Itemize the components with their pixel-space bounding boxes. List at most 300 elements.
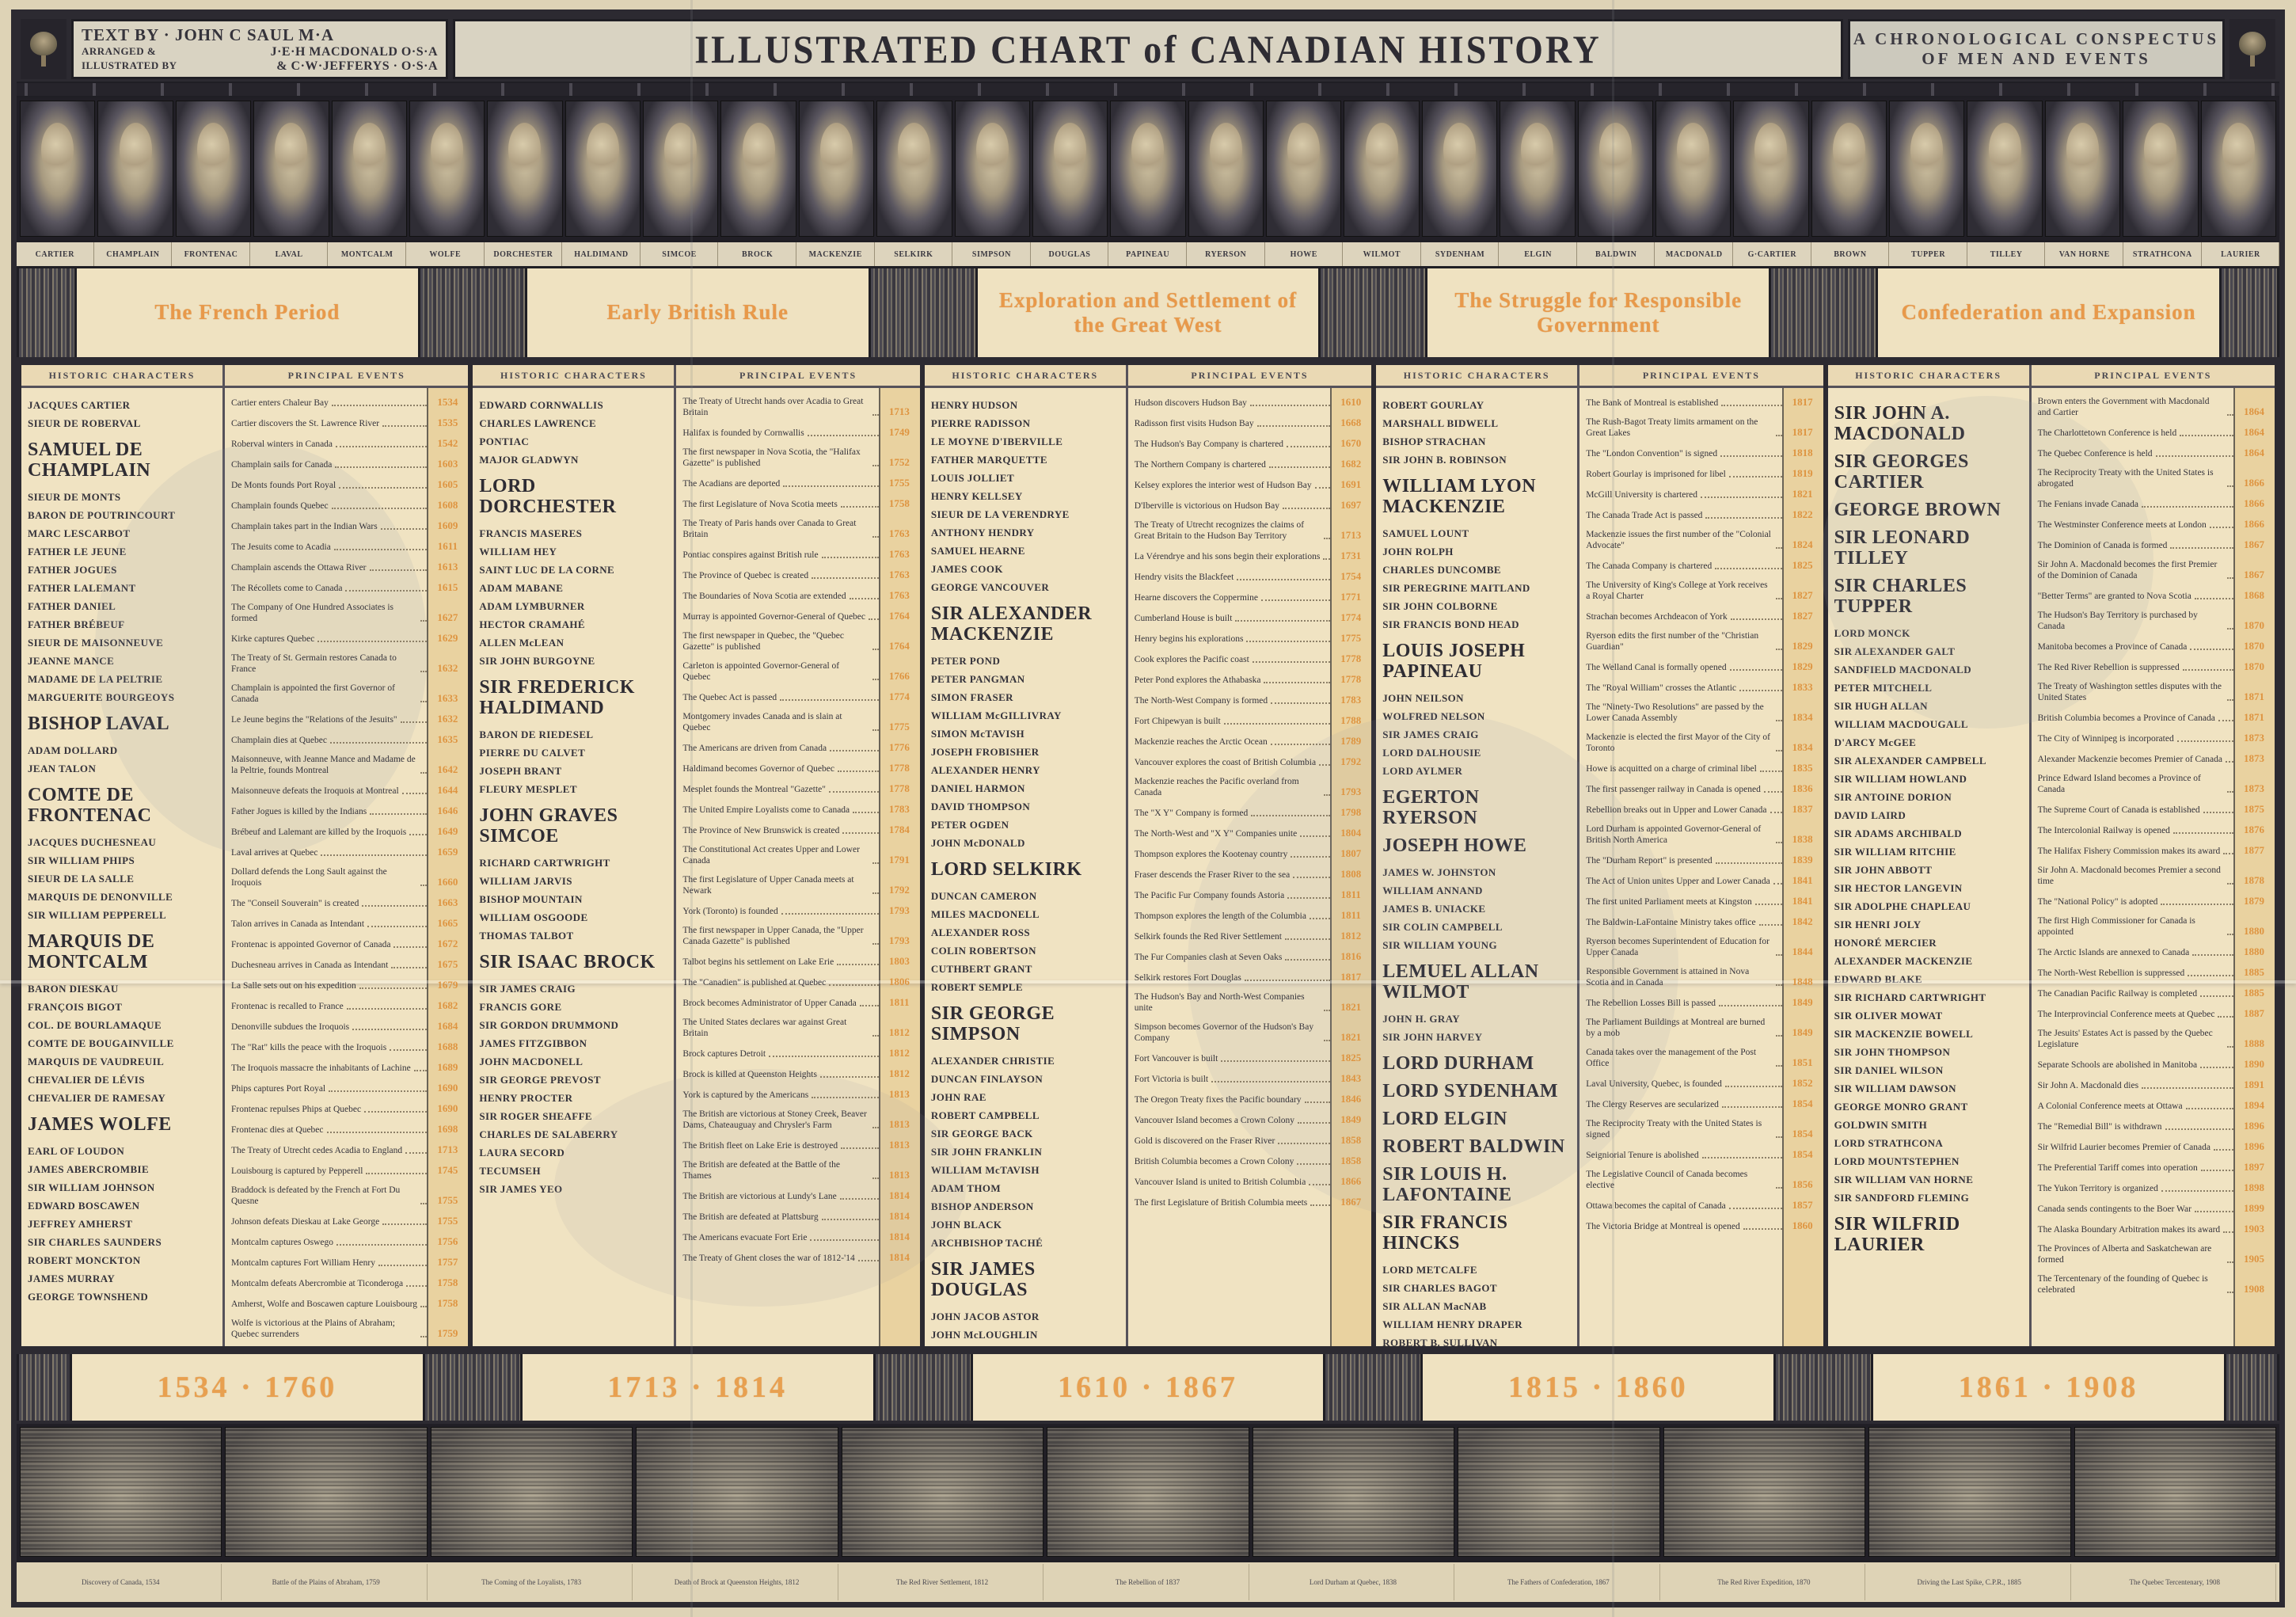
event-row [682,497,916,510]
event-row [1586,732,1819,754]
portrait-engraving [2045,101,2120,237]
event-date: 1858 [1340,1134,1362,1146]
historic-character-name: ADAM DOLLARD [28,744,118,756]
historic-character-name: MARQUIS DE DENONVILLE [28,891,173,903]
scene-caption: Death of Brock at Queenston Heights, 1812 [636,1564,838,1600]
dot-leader [1251,815,1330,816]
event-date: 1824 [1792,538,1813,550]
historic-character-name: WILLIAM McTAVISH [930,1164,1040,1176]
date-range-text: 1610 · 1867 [1058,1371,1238,1404]
portrait-name: CARTIER [17,242,94,266]
event-text: The Iroquois massacre the inhabitants of Lachine [230,1063,411,1073]
portrait-engraving [1733,101,1808,237]
dot-leader [345,590,427,592]
history-column [21,365,468,1346]
event-row [1586,396,1819,409]
portrait-engraving [1422,101,1497,237]
historic-character-name: BISHOP LAVAL [28,713,170,734]
dot-leader [2227,485,2233,487]
scene-engraving [1663,1427,1865,1557]
period-panel [527,268,869,357]
portrait-engraving [253,101,329,237]
dot-leader [2186,1108,2233,1109]
event-text: Phips captures Port Royal [230,1084,326,1094]
dot-leader [2214,1149,2233,1151]
event-row [682,396,916,418]
event-text: The North-West Rebellion is suppressed [2037,968,2185,978]
dot-leader [872,1178,879,1179]
event-text: Haldimand becomes Governor of Quebec [682,764,834,774]
historic-character-name: LORD DORCHESTER [479,476,617,517]
historic-character-name: SIR JOHN HARVEY [1382,1031,1483,1043]
event-row [682,610,916,622]
historic-character-name: SIR CHARLES SAUNDERS [28,1236,162,1248]
historic-character-name: FLEURY MESPLET [479,783,577,795]
portrait-engraving [799,101,874,237]
event-date: 1778 [888,782,910,794]
event-text: Robert Gourlay is imprisoned for libel [1586,470,1726,479]
portrait-engraving [1889,101,1964,237]
event-text: A Colonial Conference meets at Ottawa [2037,1101,2183,1111]
event-text: The "London Convention" is signed [1586,449,1718,458]
dot-leader [381,528,428,530]
date-range-panel [523,1354,873,1421]
event-date: 1896 [2244,1140,2265,1152]
event-date: 1811 [889,996,910,1008]
event-row [231,540,465,553]
historic-character-name: PONTIAC [479,436,530,447]
event-date: 1755 [888,477,910,489]
scene-engraving [636,1427,838,1557]
event-date: 1754 [1340,570,1362,582]
event-row [1586,467,1819,480]
events-subcolumn [2032,365,2275,1346]
portrait-name: LAURIER [2203,242,2280,266]
dot-leader [321,854,427,856]
event-date: 1829 [1792,640,1813,652]
event-text: Dollard defends the Long Sault against the Iroquois [230,867,387,888]
event-row [2038,447,2271,459]
event-date: 1812 [888,1047,910,1059]
historic-character-name: WILLIAM MACDOUGALL [1834,718,1968,730]
event-text: Montcalm captures Fort William Henry [230,1258,375,1268]
historic-character-name: JAMES W. JOHNSTON [1382,866,1496,878]
period-panel [77,268,418,357]
event-row [682,548,916,561]
scene-caption: The Red River Settlement, 1812 [842,1564,1043,1600]
event-date: 1660 [437,876,458,888]
historic-character-name: SIR FRANCIS HINCKS [1382,1212,1508,1254]
event-row [2038,681,2271,703]
event-text: Lord Durham is appointed Governor-General of British North America [1586,824,1762,845]
event-row [1586,580,1819,602]
event-text: The Preferential Tariff comes into operation [2037,1163,2198,1173]
event-text: Denonville subdues the Iroquois [230,1022,350,1032]
date-range-panel [72,1354,423,1421]
historic-character-name: SIR JOHN BURGOYNE [479,655,595,667]
event-text: The Halifax Fishery Commission makes its award [2037,847,2221,856]
dot-leader [1730,669,1782,671]
event-row [682,1047,916,1060]
event-row [2038,589,2271,602]
event-text: The Jesuits' Estates Act is passed by the Quebec Legislature [2037,1029,2213,1049]
portrait-engraving [876,101,952,237]
event-row [2038,945,2271,958]
event-text: Sir John A. Macdonald becomes Premier a second time [2037,866,2221,886]
event-date: 1841 [1792,874,1813,886]
historic-character-name: HENRY KELLSEY [930,490,1023,502]
event-row [2038,1243,2271,1265]
event-row [2038,915,2271,938]
event-date: 1839 [1792,854,1813,866]
period-engraving [869,268,978,357]
event-date: 1814 [888,1251,910,1263]
event-text: Sir Wilfrid Laurier becomes Premier of Canada [2037,1143,2210,1152]
historic-character-name: FATHER DANIEL [28,600,116,612]
historic-character-name: WILLIAM JARVIS [479,875,572,887]
dot-leader [2156,455,2233,457]
historic-character-name: PETER OGDEN [930,819,1009,831]
historic-character-name: MADAME DE LA PELTRIE [28,673,163,685]
characters-header: HISTORIC CHARACTERS [473,365,674,388]
dot-leader [1283,508,1330,509]
portrait-engraving [20,101,95,237]
event-date: 1896 [2244,1120,2265,1132]
event-row [2038,865,2271,887]
historic-character-name: JOSEPH HOWE [1382,835,1527,856]
event-date: 1871 [2244,711,2265,723]
dot-leader [336,1244,427,1246]
historic-character-name: MILES MACDONELL [930,908,1040,920]
event-date: 1814 [888,1231,910,1242]
event-text: The Arctic Islands are annexed to Canada [2037,948,2190,957]
event-row [1586,1017,1819,1039]
event-row [1135,827,1368,839]
event-row [231,805,465,817]
period-engraving [1318,268,1427,357]
historic-character-name: LORD DALHOUSIE [1382,747,1481,759]
event-row [231,1215,465,1227]
event-date: 1632 [437,713,458,725]
event-text: The British are defeated at Plattsburg [682,1212,819,1222]
event-date: 1852 [1792,1077,1813,1089]
dot-leader [1287,897,1330,899]
dot-leader [1776,984,1782,986]
event-text: Seigniorial Tenure is abolished [1586,1151,1699,1160]
event-date: 1885 [2244,966,2265,978]
event-row [231,1123,465,1136]
event-date: 1848 [1792,976,1813,987]
dot-leader [1731,618,1782,620]
event-text: The Bank of Montreal is established [1586,398,1719,408]
conspectus-box [1848,19,2225,79]
historic-character-name: MARSHALL BIDWELL [1382,417,1499,429]
historic-character-name: MARQUIS DE VAUDREUIL [28,1056,165,1067]
event-row [1135,478,1368,491]
event-date: 1689 [437,1061,458,1073]
event-date: 1905 [2244,1253,2265,1265]
event-date: 1763 [888,527,910,539]
event-text: York is captured by the Americans [682,1090,809,1100]
historic-character-name: EDWARD BLAKE [1834,973,1922,985]
event-row [2038,1140,2271,1153]
range-engraving [1323,1354,1423,1421]
period-title: The Struggle for Responsible Government [1454,287,1743,337]
dot-leader [783,485,879,487]
event-date: 1603 [437,458,458,470]
scene-engraving [431,1427,633,1557]
event-date: 1763 [888,569,910,580]
event-text: Canada takes over the management of the Post Office [1586,1048,1757,1068]
dot-leader [405,1152,427,1154]
historic-character-name: LAURA SECORD [479,1147,565,1159]
event-text: Champlain dies at Quebec [230,736,327,745]
event-date: 1610 [1340,396,1362,408]
event-text: The Canada Trade Act is passed [1586,511,1703,520]
event-date: 1821 [1792,488,1813,500]
portrait-engraving [1500,101,1575,237]
event-date: 1778 [1340,653,1362,664]
dot-leader [420,701,427,702]
historic-character-name: SIR ALEXANDER MACKENZIE [930,603,1093,645]
event-date: 1833 [1792,681,1813,693]
event-row [231,733,465,746]
historic-character-name: PETER POND [930,655,1001,667]
historic-character-name: EARL OF LOUDON [28,1145,125,1157]
event-row [2038,426,2271,439]
dot-leader [2226,761,2233,763]
dot-leader [1776,1136,1782,1138]
historic-character-name: SIR SANDFORD FLEMING [1834,1192,1970,1204]
period-header-band [17,268,2279,360]
event-text: Braddock is defeated by the French at Fort Du Quesne [230,1185,401,1206]
dot-leader [2227,1292,2233,1293]
dot-leader [1246,641,1330,642]
event-row [682,691,916,703]
event-row [2038,1028,2271,1050]
event-text: The British are victorious at Stoney Creek, Beaver Dams, Chateauguay and Chrysler's Farm [682,1109,867,1130]
dot-leader [1298,1122,1330,1124]
dot-leader [841,506,879,508]
historic-character-name: FATHER JOGUES [28,564,117,576]
event-text: The Northern Company is chartered [1134,460,1266,470]
event-row [2038,773,2271,795]
event-text: The University of King's College at York receives a Royal Charter [1586,580,1768,601]
historic-character-name: SIR GORDON DRUMMOND [479,1019,619,1031]
period-title: Exploration and Settlement of the Great West [998,287,1298,337]
event-text: Mackenzie is elected the first Mayor of the City of Toronto [1586,732,1770,753]
event-row [231,1276,465,1289]
event-text: Vancouver Island is united to British Columbia [1134,1178,1306,1187]
portrait-engraving [2201,101,2276,237]
event-date: 1878 [2244,874,2265,886]
event-text: Laval arrives at Quebec [230,848,318,858]
event-date: 1854 [1792,1148,1813,1160]
period-engraving [1769,268,1878,357]
event-date: 1755 [437,1215,458,1227]
event-date: 1763 [888,548,910,560]
event-text: The Baldwin-LaFontaine Ministry takes office [1586,918,1756,927]
event-row [1586,702,1819,724]
event-row [1135,499,1368,512]
event-text: The "Durham Report" is presented [1586,856,1712,866]
event-date: 1757 [437,1256,458,1268]
characters-header: HISTORIC CHARACTERS [1828,365,2029,388]
event-row [231,437,465,450]
dot-leader [1269,466,1330,468]
event-date: 1868 [2244,589,2265,601]
events-wrap [1579,388,1823,1346]
dot-leader [1324,538,1330,539]
dot-leader [370,813,427,815]
historic-character-name: BISHOP ANDERSON [930,1200,1034,1212]
event-row [231,417,465,429]
portrait-name: SELKIRK [876,242,953,266]
event-date: 1877 [2244,844,2265,856]
historic-character-name: ADAM LYMBURNER [479,600,585,612]
historic-character-name: PIERRE RADISSON [930,417,1031,429]
dot-leader [1776,954,1782,956]
dot-leader [332,405,427,406]
dot-leader [391,967,427,968]
historic-character-name: SIR ISAAC BROCK [479,952,656,972]
portrait-name: SYDENHAM [1422,242,1500,266]
event-row [682,1210,916,1223]
event-row [231,602,465,624]
historic-character-name: DUNCAN FINLAYSON [930,1073,1043,1085]
dot-leader [872,892,879,894]
event-date: 1775 [888,721,910,732]
event-date: 1891 [2244,1079,2265,1090]
historic-character-name: WOLFRED NELSON [1382,710,1485,722]
dot-leader [830,750,879,751]
historic-character-name: SIR GEORGE BACK [930,1128,1033,1140]
event-row [1135,847,1368,860]
event-row [1135,868,1368,881]
event-row [231,1318,465,1340]
historic-character-name: GEORGE BROWN [1834,500,2001,520]
event-date: 1615 [437,581,458,593]
event-text: Le Jeune begins the "Relations of the Jesuits" [230,715,397,725]
historic-character-name: SIR JOHN COLBORNE [1382,600,1498,612]
dot-leader [2201,1170,2233,1171]
event-row [231,958,465,971]
history-column [925,365,1371,1346]
dot-leader [317,641,427,642]
event-text: The British fleet on Lake Erie is destroyed [682,1141,838,1151]
historic-character-name: JOHN McLOUGHLIN [930,1329,1038,1341]
event-row [2038,711,2271,724]
event-text: Brown enters the Government with Macdonald and Cartier [2037,397,2210,417]
dot-leader [409,834,427,835]
event-row [682,660,916,683]
event-text: Cartier enters Chaleur Bay [230,398,329,408]
event-row [1586,1118,1819,1140]
dot-leader [1759,924,1782,926]
dot-leader [860,1005,879,1006]
event-date: 1827 [1792,610,1813,622]
historic-character-name: JOHN GRAVES SIMCOE [479,805,618,847]
event-row [2038,467,2271,489]
event-row [682,955,916,968]
event-date: 1885 [2244,987,2265,999]
event-text: Strachan becomes Archdeacon of York [1586,612,1728,622]
range-engraving [2224,1354,2279,1421]
dot-leader [2227,699,2233,701]
event-row [682,518,916,540]
portrait-names-row [17,240,2279,268]
historic-character-name: SIR LOUIS H. LAFONTAINE [1382,1164,1512,1205]
historic-character-name: ANTHONY HENDRY [930,527,1035,538]
event-date: 1808 [1340,868,1362,880]
dot-leader [2223,853,2233,854]
event-text: Halifax is founded by Cornwallis [682,428,804,438]
credit-name-macdonald: J·E·H MACDONALD O·S·A [270,44,438,59]
dot-leader [359,987,428,989]
portrait-name: HALDIMAND [563,242,641,266]
event-row [231,938,465,950]
period-title: Early British Rule [606,300,789,325]
event-date: 1864 [2244,447,2265,458]
event-text: Kirke captures Quebec [230,634,315,644]
event-row [231,1235,465,1248]
event-date: 1867 [1340,1196,1362,1208]
event-text: Hendry visits the Blackfeet [1134,573,1234,582]
portrait-engraving [97,101,173,237]
event-date: 1713 [888,405,910,417]
event-text: The Treaty of Utrecht hands over Acadia to Great Britain [682,397,864,417]
events-header: PRINCIPAL EVENTS [676,365,919,388]
caption-strip [17,1560,2279,1602]
event-row [1586,1199,1819,1212]
historic-character-name: ROBERT MONCKTON [28,1254,141,1266]
event-text: The Provinces of Alberta and Saskatchewan are formed [2037,1244,2212,1265]
event-row [1135,458,1368,470]
historic-character-name: JAMES COOK [930,563,1003,575]
event-row [682,844,916,866]
event-text: The Treaty of Utrecht recognizes the claims of Great Britain to the Hudson Bay Territory [1134,520,1305,541]
event-row [1135,714,1368,727]
dot-leader [366,1173,427,1174]
event-text: Vancouver Island becomes a Crown Colony [1134,1116,1294,1125]
event-row [1135,991,1368,1014]
event-row [1135,591,1368,603]
event-text: The Westminster Conference meets at London [2037,520,2207,530]
dot-leader [769,1056,879,1057]
dot-leader [420,671,427,672]
dot-leader [1720,455,1782,457]
event-text: Sir John A. Macdonald becomes the first Premier of the Dominion of Canada [2037,560,2218,580]
event-date: 1812 [888,1067,910,1079]
historic-character-name: JEFFREY AMHERST [28,1218,133,1230]
scene-engraving [225,1427,427,1557]
events-subcolumn [676,365,919,1346]
event-date: 1803 [888,955,910,967]
event-text: Mesplet founds the Montreal "Gazette" [682,785,826,794]
dot-leader [334,549,428,550]
event-text: Ottawa becomes the capital of Canada [1586,1201,1726,1211]
scene-engraving [20,1427,222,1557]
historic-character-name: SAMUEL DE CHAMPLAIN [28,439,151,481]
dot-leader [2195,1211,2233,1212]
portrait-engraving [643,101,718,237]
historic-character-name: SAMUEL HEARNE [930,545,1025,557]
event-date: 1827 [1792,589,1813,601]
event-text: Mackenzie issues the first number of the "Colonial Advocate" [1586,530,1771,550]
event-date: 1870 [2244,660,2265,672]
historic-character-name: SIR HUGH ALLAN [1834,700,1928,712]
portrait-engraving [2123,101,2198,237]
